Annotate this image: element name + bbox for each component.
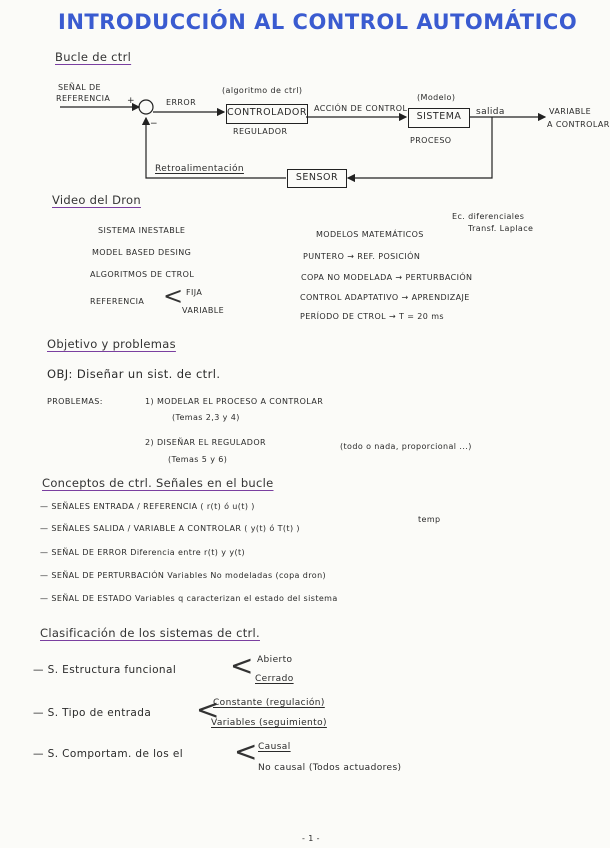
video-right-item: PERÍODO DE CTROL → T = 20 ms — [300, 312, 444, 321]
brace-referencia: < — [163, 282, 184, 310]
clasif-entrada: — S. Tipo de entrada — [33, 707, 152, 719]
brace-comportamiento: < — [234, 735, 258, 768]
brace-estructura: < — [230, 649, 254, 682]
clasif-causal: Causal — [258, 742, 291, 752]
section-heading-video: Video del Dron — [52, 193, 141, 207]
problema-2: 2) DISEÑAR EL REGULADOR — [145, 438, 267, 447]
temp-note: temp — [418, 515, 441, 524]
clasif-abierto: Abierto — [257, 655, 293, 665]
video-right-item: MODELOS MATEMÁTICOS — [316, 230, 424, 239]
video-left-item: SISTEMA INESTABLE — [98, 226, 186, 235]
objetivo-text: OBJ: Diseñar un sist. de ctrl. — [47, 367, 221, 381]
error-label: ERROR — [166, 98, 197, 107]
section-heading-clasificacion: Clasificación de los sistemas de ctrl. — [40, 626, 260, 640]
video-right-item: PUNTERO → REF. POSICIÓN — [303, 252, 421, 261]
salida-label: salida — [476, 107, 505, 117]
clasif-comportamiento: — S. Comportam. de los el — [33, 748, 184, 760]
output-variable-line1: VARIABLE — [549, 107, 592, 116]
clasif-cerrado: Cerrado — [255, 674, 294, 684]
brace-entrada: < — [196, 693, 220, 726]
note-transf-laplace: Transf. Laplace — [468, 224, 534, 233]
output-variable-line2: A CONTROLAR — [547, 120, 610, 129]
problema-2-extra: (todo o nada, proporcional ...) — [340, 442, 472, 451]
video-right-item: CONTROL ADAPTATIVO → APRENDIZAJE — [300, 293, 470, 302]
video-right-item: COPA NO MODELADA → PERTURBACIÓN — [301, 273, 473, 282]
control-action-label: ACCIÓN DE CONTROL — [314, 104, 408, 113]
page-number: - 1 - — [302, 834, 320, 843]
reference-label-line2: REFERENCIA — [56, 94, 111, 103]
referencia-label: REFERENCIA — [90, 297, 145, 306]
video-left-item: ALGORITMOS DE CTROL — [90, 270, 195, 279]
regulador-label: REGULADOR — [233, 127, 288, 136]
system-box: SISTEMA — [408, 108, 470, 128]
reference-label-line1: SEÑAL DE — [58, 83, 102, 92]
section-heading-objetivo: Objetivo y problemas — [47, 337, 176, 351]
video-left-item: MODEL BASED DESING — [92, 248, 192, 257]
concepto-item: — SEÑAL DE PERTURBACIÓN Variables No modeladas (copa dron) — [40, 571, 327, 580]
concepto-item: — SEÑALES ENTRADA / REFERENCIA ( r(t) ó u(t) ) — [40, 502, 255, 511]
minus-sign: − — [150, 119, 158, 129]
clasif-estructura: — S. Estructura funcional — [33, 664, 177, 676]
problema-1: 1) MODELAR EL PROCESO A CONTROLAR — [145, 397, 324, 406]
problema-1-note: (Temas 2,3 y 4) — [172, 413, 240, 422]
problema-2-note: (Temas 5 y 6) — [168, 455, 228, 464]
section-heading-conceptos: Conceptos de ctrl. Señales en el bucle — [42, 476, 274, 490]
algoritmo-label: (algoritmo de ctrl) — [222, 86, 303, 95]
page-title: INTRODUCCIÓN AL CONTROL AUTOMÁTICO — [58, 10, 578, 34]
section-heading-bucle: Bucle de ctrl — [55, 50, 132, 64]
referencia-variable: VARIABLE — [182, 306, 225, 315]
proceso-label: PROCESO — [410, 136, 452, 145]
feedback-label: Retroalimentación — [155, 164, 244, 174]
concepto-item: — SEÑAL DE ERROR Diferencia entre r(t) y y(t) — [40, 548, 246, 557]
clasif-no-causal: No causal (Todos actuadores) — [258, 763, 402, 773]
plus-sign: + — [127, 96, 135, 106]
sensor-box: SENSOR — [287, 169, 347, 188]
referencia-fija: FIJA — [186, 288, 203, 297]
concepto-item: — SEÑALES SALIDA / VARIABLE A CONTROLAR ( y(t) ó T(t) ) — [40, 524, 300, 533]
summing-junction — [139, 100, 153, 114]
modelo-label: (Modelo) — [417, 93, 456, 102]
note-ec-diferenciales: Ec. diferenciales — [452, 212, 525, 221]
problemas-label: PROBLEMAS: — [47, 397, 103, 406]
concepto-item: — SEÑAL DE ESTADO Variables q caracterizan el estado del sistema — [40, 594, 338, 603]
clasif-variables: Variables (seguimiento) — [211, 718, 327, 728]
clasif-constante: Constante (regulación) — [213, 698, 325, 708]
controller-box: CONTROLADOR — [226, 104, 308, 124]
